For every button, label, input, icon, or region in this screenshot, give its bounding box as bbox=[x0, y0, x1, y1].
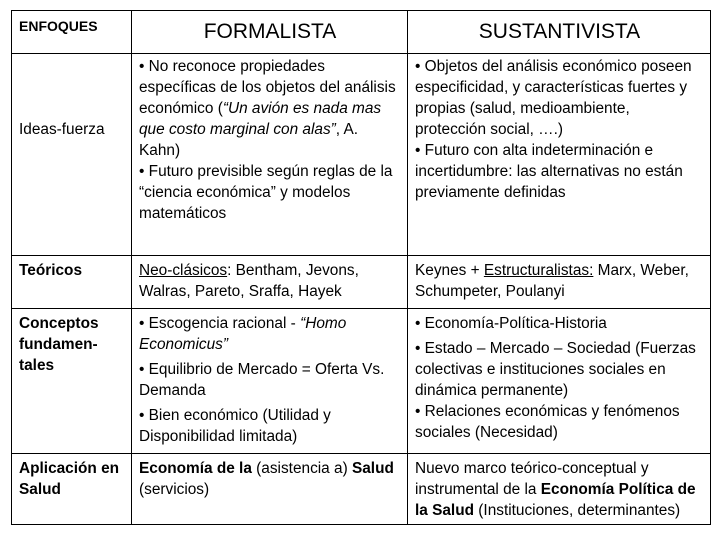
teoricos-neoclasicos: Neo-clásicos bbox=[139, 262, 228, 279]
aplicacion-sustantivista-cell bbox=[408, 454, 711, 525]
aplicacion-formalista-cell bbox=[132, 454, 408, 525]
teoricos-keynes: Keynes + bbox=[415, 262, 484, 279]
aplicacion-formalista-bold1: Economía de la bbox=[139, 460, 252, 477]
ideas-label-cell bbox=[12, 54, 132, 256]
header-sustantivista-label: SUSTANTIVISTA bbox=[478, 20, 641, 43]
conceptos-sustantivista-b2: • Estado – Mercado – Sociedad (Fuerzas colectivas e instituciones sociales en dinámica permanente) bbox=[415, 340, 696, 399]
aplicacion-sustantivista-plain2: (Instituciones, determinantes) bbox=[474, 502, 681, 519]
conceptos-sustantivista-cell bbox=[408, 309, 711, 454]
ideas-formalista-quote: “Un avión es nada mas que costo marginal con alas” bbox=[139, 100, 382, 138]
ideas-label: Ideas-fuerza bbox=[19, 121, 105, 138]
conceptos-formalista-b1 bbox=[139, 313, 401, 355]
ideas-formalista-b1-text: • No reconoce propiedades específicas de los objetos del análisis económico ( bbox=[139, 58, 396, 117]
teoricos-formalista-cell bbox=[132, 256, 408, 309]
teoricos-label: Teóricos bbox=[19, 262, 83, 279]
aplicacion-formalista-plain2: (servicios) bbox=[139, 481, 210, 498]
aplicacion-label: Aplicación en Salud bbox=[19, 460, 120, 498]
conceptos-label: Conceptos fundamen-tales bbox=[19, 315, 99, 374]
conceptos-sustantivista-b3: • Relaciones económicas y fenómenos sociales (Necesidad) bbox=[415, 403, 680, 441]
ideas-formalista-cell bbox=[132, 54, 408, 256]
ideas-formalista-b2: • Futuro previsible según reglas de la “ciencia económica” y modelos matemáticos bbox=[139, 163, 393, 222]
aplicacion-formalista-plain1: (asistencia a) bbox=[251, 460, 352, 477]
row-teoricos bbox=[12, 256, 711, 309]
conceptos-formalista-cell bbox=[132, 309, 408, 454]
teoricos-label-cell bbox=[12, 256, 132, 309]
teoricos-sustantivista-cell bbox=[408, 256, 711, 309]
row-aplicacion bbox=[12, 454, 711, 525]
header-row bbox=[12, 11, 711, 54]
teoricos-formalista-names: : Bentham, Jevons, Walras, Pareto, Sraffa, Hayek bbox=[139, 262, 359, 300]
ideas-sustantivista-b1: • Objetos del análisis económico poseen especificidad, y características fuertes y propias (salud, medioambiente, protección social, ….) bbox=[415, 58, 692, 138]
aplicacion-label-cell bbox=[12, 454, 132, 525]
header-enfoques bbox=[12, 11, 132, 54]
aplicacion-sustantivista-bold1: Economía Política de la Salud bbox=[415, 481, 696, 519]
conceptos-label-cell bbox=[12, 309, 132, 454]
header-enfoques-label: ENFOQUES bbox=[19, 18, 98, 34]
conceptos-homo-economicus: “Homo Economicus” bbox=[139, 315, 347, 353]
ideas-formalista-b1 bbox=[139, 58, 396, 159]
header-formalista bbox=[132, 11, 408, 54]
ideas-formalista-author: , A. Kahn) bbox=[139, 121, 359, 159]
ideas-sustantivista-cell bbox=[408, 54, 711, 256]
conceptos-formalista-b2: • Equilibrio de Mercado = Oferta Vs. Demanda bbox=[139, 361, 385, 399]
conceptos-formalista-b3: • Bien económico (Utilidad y Disponibilidad limitada) bbox=[139, 407, 331, 445]
teoricos-estructuralistas: Estructuralistas: bbox=[483, 262, 594, 279]
row-ideas-fuerza bbox=[12, 54, 711, 256]
conceptos-sustantivista-b1: • Economía-Política-Historia bbox=[415, 315, 607, 332]
aplicacion-sustantivista-plain1: Nuevo marco teórico-conceptual y instrumental de la bbox=[415, 460, 649, 498]
header-sustantivista bbox=[408, 11, 711, 54]
comparison-table bbox=[11, 10, 711, 525]
ideas-sustantivista-b2: • Futuro con alta indeterminación e incertidumbre: las alternativas no están previamente definidas bbox=[415, 142, 683, 201]
aplicacion-formalista-bold2: Salud bbox=[351, 460, 394, 477]
teoricos-sustantivista-names: Marx, Weber, Schumpeter, Poulanyi bbox=[415, 262, 689, 300]
row-conceptos bbox=[12, 309, 711, 454]
conceptos-formalista-b1-text: • Escogencia racional - bbox=[139, 315, 301, 332]
header-formalista-label: FORMALISTA bbox=[203, 20, 337, 43]
